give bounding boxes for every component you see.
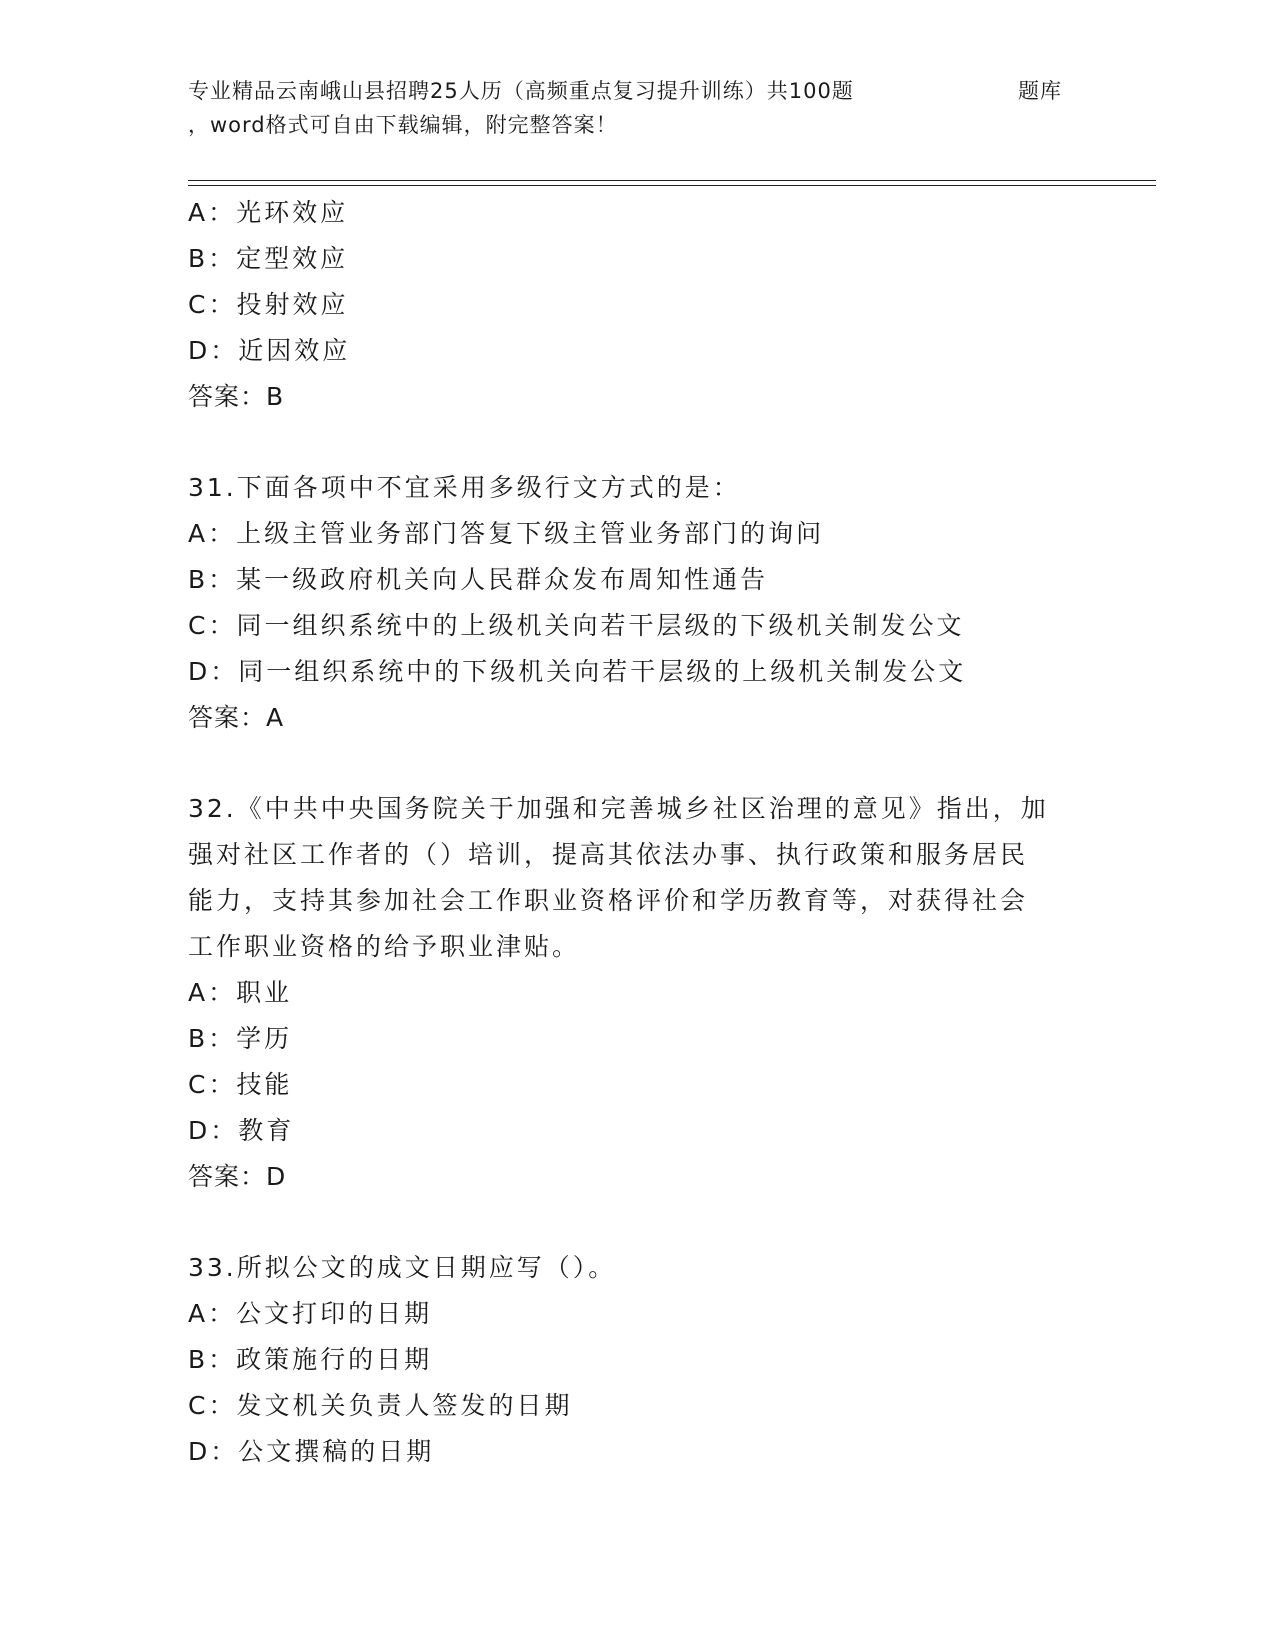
option-a: A：职业 xyxy=(188,978,293,1007)
header-tag: 题库 xyxy=(1018,79,1062,103)
answer-line: 答案：D xyxy=(188,1162,287,1191)
block-gap xyxy=(188,741,1088,786)
page-header xyxy=(188,74,1068,142)
block-gap xyxy=(188,1200,1088,1245)
option-d: D：同一组织系统中的下级机关向若干层级的上级机关制发公文 xyxy=(188,657,967,686)
question-block xyxy=(188,465,1088,741)
option-c: C：技能 xyxy=(188,1070,293,1099)
question-stem-line: 32.《中共中央国务院关于加强和完善城乡社区治理的意见》指出，加 xyxy=(188,794,1049,823)
option-a: A：上级主管业务部门答复下级主管业务部门的询问 xyxy=(188,519,825,548)
question-stem-line: 工作职业资格的给予职业津贴。 xyxy=(188,932,581,961)
question-block xyxy=(188,190,1088,420)
answer-line: 答案：B xyxy=(188,382,285,411)
option-a: A：光环效应 xyxy=(188,198,349,227)
header-rule-top xyxy=(188,180,1156,181)
question-block xyxy=(188,786,1088,1200)
option-c: C：发文机关负责人签发的日期 xyxy=(188,1391,573,1420)
option-a: A：公文打印的日期 xyxy=(188,1299,433,1328)
question-stem: 33.所拟公文的成文日期应写（）。 xyxy=(188,1253,617,1282)
document-title: 专业精品云南峨山县招聘25人历（高频重点复习提升训练）共100题 xyxy=(188,79,854,103)
option-c: C：同一组织系统中的上级机关向若干层级的下级机关制发公文 xyxy=(188,611,965,640)
question-block xyxy=(188,1245,1088,1475)
option-d: D：教育 xyxy=(188,1116,295,1145)
question-stem: 31.下面各项中不宜采用多级行文方式的是： xyxy=(188,473,741,502)
document-subtitle: ，word格式可自由下载编辑，附完整答案！ xyxy=(188,113,618,137)
option-c: C：投射效应 xyxy=(188,290,349,319)
option-b: B：政策施行的日期 xyxy=(188,1345,433,1374)
option-d: D：近因效应 xyxy=(188,336,351,365)
question-list xyxy=(188,190,1088,1475)
option-b: B：学历 xyxy=(188,1024,293,1053)
option-b: B：定型效应 xyxy=(188,244,349,273)
question-stem-line: 能力，支持其参加社会工作职业资格评价和学历教育等，对获得社会 xyxy=(188,886,1029,915)
header-rule-bottom xyxy=(188,185,1156,186)
header-line-1 xyxy=(188,74,1068,108)
option-d: D：公文撰稿的日期 xyxy=(188,1437,435,1466)
block-gap xyxy=(188,420,1088,465)
question-stem-line: 强对社区工作者的（）培训，提高其依法办事、执行政策和服务居民 xyxy=(188,840,1029,869)
answer-line: 答案：A xyxy=(188,703,285,732)
option-b: B：某一级政府机关向人民群众发布周知性通告 xyxy=(188,565,769,594)
